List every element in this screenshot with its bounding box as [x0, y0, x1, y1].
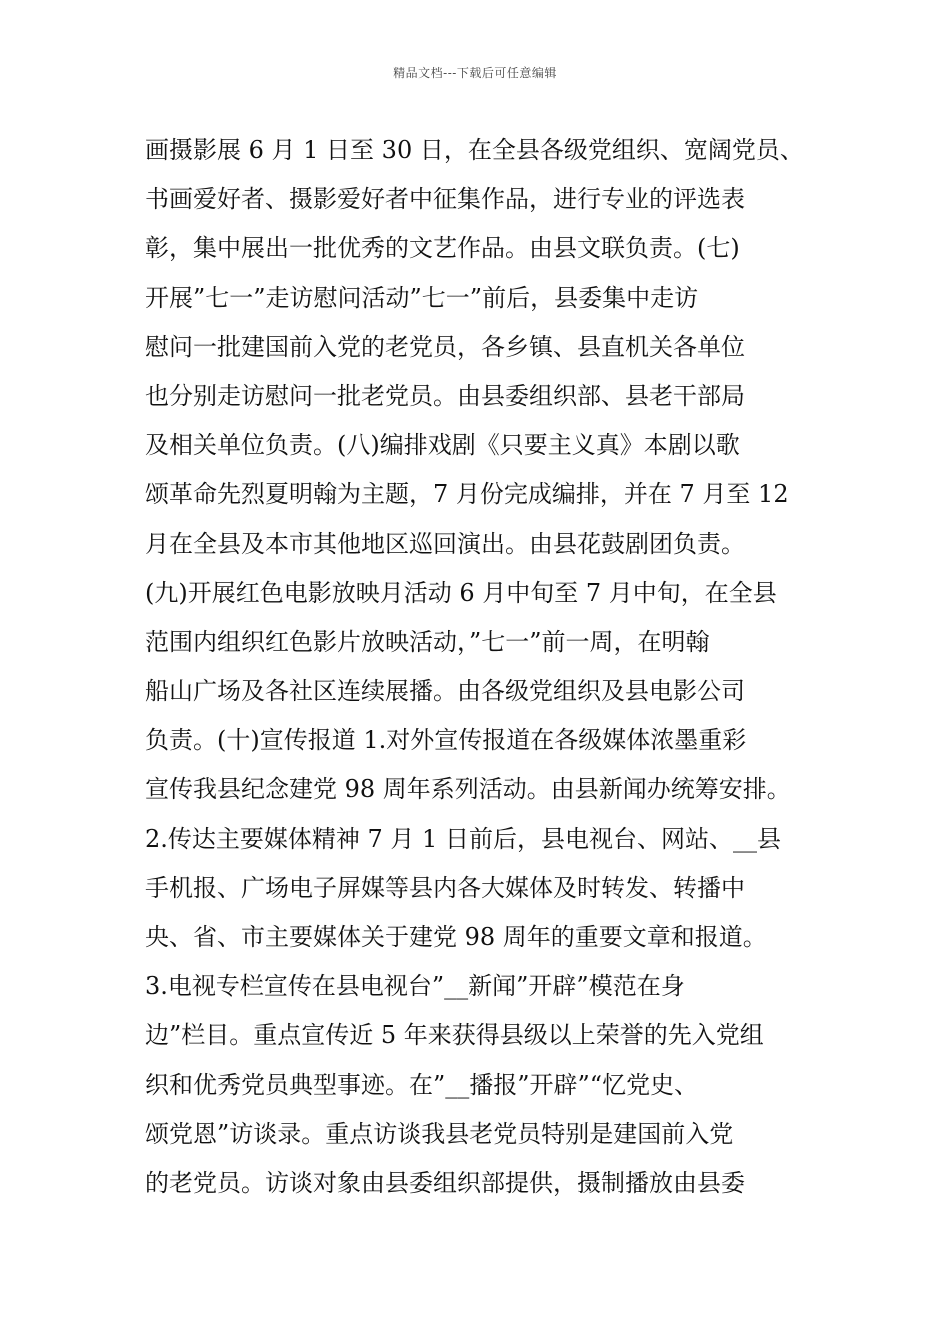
- body-line: 颂革命先烈夏明翰为主题，7 月份完成编排，并在 7 月至 12: [145, 480, 789, 509]
- body-line: 画摄影展 6 月 1 日至 30 日，在全县各级党组织、宽阔党员、: [145, 136, 804, 164]
- body-line: 慰问一批建国前入党的老党员，各乡镇、县直机关各单位: [145, 332, 745, 361]
- body-line: 颂党恩”访谈录。重点访谈我县老党员特别是建国前入党: [145, 1119, 734, 1148]
- body-line: (九)开展红色电影放映月活动 6 月中旬至 7 月中旬，在全县: [145, 578, 777, 607]
- page-header: 精品文档---下载后可任意编辑: [393, 66, 557, 80]
- body-line: 2.传达主要媒体精神 7 月 1 日前后，县电视台、网站、__县: [145, 824, 781, 853]
- body-line: 月在全县及本市其他地区巡回演出。由县花鼓剧团负责。: [145, 529, 745, 558]
- body-line: 3.电视专栏宣传在县电视台”__新闻”开辟”模范在身: [145, 972, 685, 1001]
- body-line: 的老党员。访谈对象由县委组织部提供，摄制播放由县委: [145, 1168, 745, 1197]
- body-line: 开展”七一”走访慰问活动”七一”前后，县委集中走访: [145, 283, 699, 312]
- body-line: 边”栏目。重点宣传近 5 年来获得县级以上荣誉的先入党组: [145, 1021, 764, 1050]
- body-line: 央、省、市主要媒体关于建党 98 周年的重要文章和报道。: [145, 923, 767, 951]
- body-line: 范围内组织红色影片放映活动，”七一”前一周，在明翰: [145, 627, 710, 656]
- body-line: 也分别走访慰问一批老党员。由县委组织部、县老干部局: [145, 381, 745, 410]
- body-line: 宣传我县纪念建党 98 周年系列活动。由县新闻办统筹安排。: [145, 775, 791, 804]
- body-line: 及相关单位负责。(八)编排戏剧《只要主义真》本剧以歌: [145, 431, 740, 460]
- body-line: 船山广场及各社区连续展播。由各级党组织及县电影公司: [145, 677, 745, 706]
- body-line: 织和优秀党员典型事迹。在”__播报”开辟”“忆党史、: [145, 1070, 699, 1099]
- document-body: [145, 126, 825, 1208]
- body-line: 手机报、广场电子屏媒等县内各大媒体及时转发、转播中: [145, 873, 745, 902]
- body-line: 书画爱好者、摄影爱好者中征集作品，进行专业的评选表: [145, 185, 745, 214]
- body-line: 彰，集中展出一批优秀的文艺作品。由县文联负责。(七): [145, 234, 740, 263]
- body-line: 负责。(十)宣传报道 1.对外宣传报道在各级媒体浓墨重彩: [145, 726, 747, 755]
